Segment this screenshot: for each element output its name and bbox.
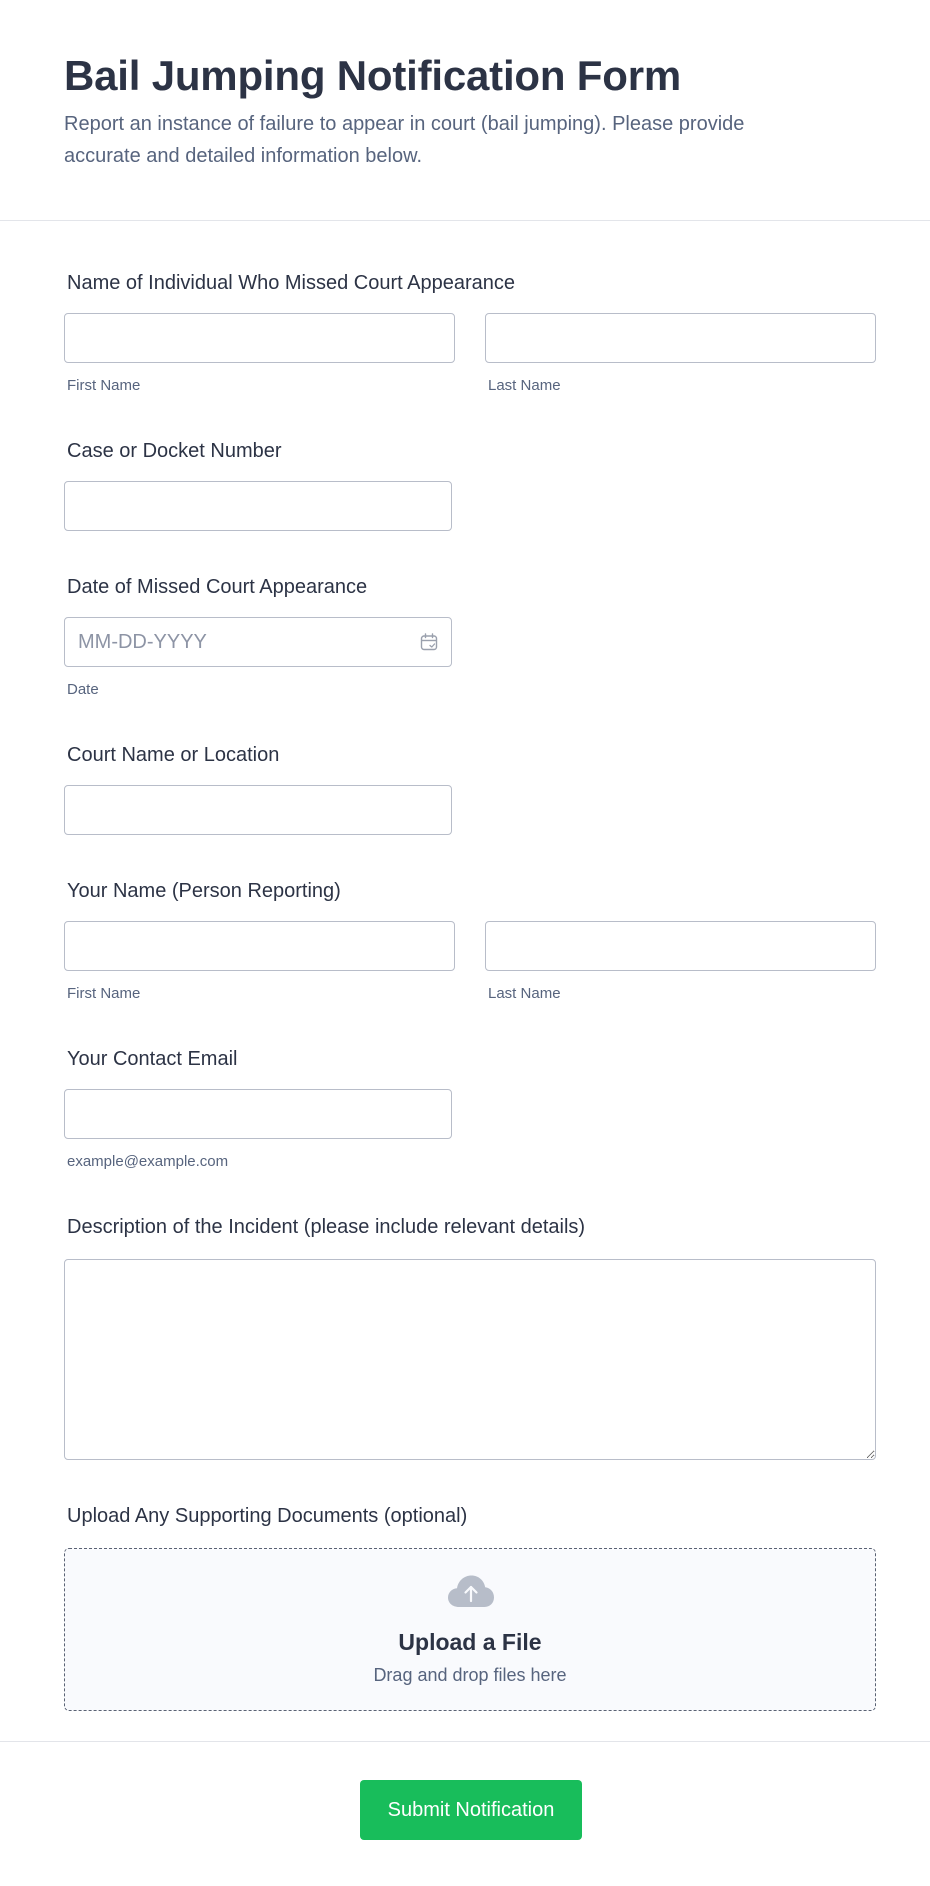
email-label: Your Contact Email bbox=[67, 1048, 238, 1070]
individual-first-name-sublabel: First Name bbox=[67, 377, 141, 394]
reporter-last-name-input[interactable] bbox=[485, 921, 876, 971]
cloud-upload-icon bbox=[447, 1574, 495, 1608]
missed-date-label: Date of Missed Court Appearance bbox=[67, 576, 368, 598]
individual-first-name-input[interactable] bbox=[64, 313, 455, 363]
description-textarea[interactable] bbox=[64, 1259, 876, 1460]
calendar-icon[interactable] bbox=[420, 633, 438, 651]
individual-last-name-sublabel: Last Name bbox=[488, 377, 561, 394]
form-footer bbox=[0, 1741, 930, 1886]
case-number-label: Case or Docket Number bbox=[67, 440, 282, 462]
individual-name-label: Name of Individual Who Missed Court Appearance bbox=[67, 272, 516, 294]
court-label: Court Name or Location bbox=[67, 744, 280, 766]
form-header bbox=[0, 0, 930, 221]
form-title: Bail Jumping Notification Form bbox=[64, 52, 682, 99]
email-input[interactable] bbox=[64, 1089, 452, 1139]
missed-date-field bbox=[64, 617, 452, 667]
upload-title: Upload a File bbox=[398, 1629, 542, 1655]
case-number-input[interactable] bbox=[64, 481, 452, 531]
missed-date-input[interactable] bbox=[64, 617, 452, 667]
reporter-name-label: Your Name (Person Reporting) bbox=[67, 880, 341, 902]
upload-label: Upload Any Supporting Documents (optional) bbox=[67, 1505, 468, 1527]
form-subtitle: Report an instance of failure to appear in court (bail jumping). Please provide accurate and detailed information below. bbox=[64, 113, 745, 167]
reporter-last-name-sublabel: Last Name bbox=[488, 985, 561, 1002]
submit-button[interactable]: Submit Notification bbox=[360, 1780, 582, 1840]
missed-date-sublabel: Date bbox=[67, 681, 99, 698]
upload-subtitle: Drag and drop files here bbox=[373, 1665, 567, 1685]
court-input[interactable] bbox=[64, 785, 452, 835]
description-label: Description of the Incident (please include relevant details) bbox=[67, 1216, 586, 1238]
file-upload-dropzone[interactable] bbox=[64, 1548, 876, 1711]
email-sublabel: example@example.com bbox=[67, 1153, 229, 1170]
reporter-first-name-input[interactable] bbox=[64, 921, 455, 971]
individual-last-name-input[interactable] bbox=[485, 313, 876, 363]
reporter-first-name-sublabel: First Name bbox=[67, 985, 141, 1002]
